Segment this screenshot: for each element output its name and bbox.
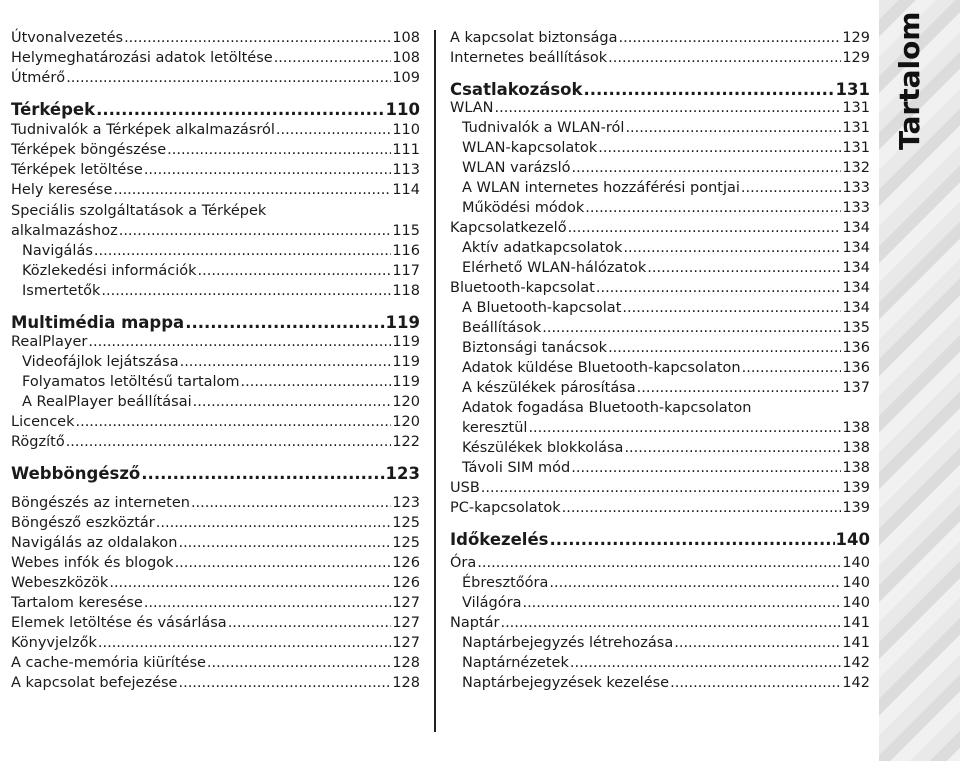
toc-page-number: 142: [842, 655, 870, 671]
toc-page-number: 116: [392, 243, 420, 259]
toc-entry[interactable]: [441, 260, 874, 282]
toc-entry[interactable]: [0, 414, 430, 436]
toc-page-number: 135: [842, 320, 870, 336]
column-divider: [434, 30, 436, 732]
toc-entry[interactable]: [441, 50, 874, 72]
toc-dot-leader: [207, 655, 391, 671]
toc-page-number: 119: [392, 354, 420, 370]
toc-dot-leader: [101, 283, 391, 299]
toc-page-number: 131: [842, 100, 870, 116]
toc-dot-leader: [647, 260, 841, 276]
toc-entry-title: Ébresztőóra: [462, 575, 549, 591]
toc-dot-leader: [585, 200, 841, 216]
toc-dot-leader: [88, 334, 391, 350]
toc-entry[interactable]: [441, 675, 874, 697]
toc-entry-title: Navigálás: [22, 243, 93, 259]
toc-page-number: 115: [392, 223, 420, 239]
toc-entry[interactable]: [441, 615, 874, 637]
toc-entry[interactable]: [0, 182, 430, 204]
toc-entry-title: Útmérő: [11, 70, 66, 86]
toc-entry-title: Adatok küldése Bluetooth-kapcsolaton: [462, 360, 741, 376]
toc-entry[interactable]: [0, 655, 430, 677]
toc-entry-title: A kapcsolat befejezése: [11, 675, 178, 691]
toc-dot-leader: [596, 280, 841, 296]
toc-page-number: 140: [842, 575, 870, 591]
toc-page-number: 134: [842, 240, 870, 256]
toc-dot-leader: [570, 655, 841, 671]
toc-entry[interactable]: [441, 240, 874, 262]
toc-entry[interactable]: [0, 575, 430, 597]
toc-entry-title: Aktív adatkapcsolatok: [462, 240, 623, 256]
toc-entry-title: keresztül: [462, 420, 528, 436]
toc-entry-title: Naptárnézetek: [462, 655, 569, 671]
toc-entry[interactable]: [0, 122, 430, 144]
toc-entry[interactable]: [0, 162, 430, 184]
toc-dot-leader: [562, 500, 842, 516]
toc-dot-leader: [674, 635, 841, 651]
toc-dot-leader: [241, 374, 392, 390]
toc-entry-title: Navigálás az oldalakon: [11, 535, 178, 551]
toc-page-number: 120: [392, 394, 420, 410]
toc-page-number: 134: [842, 300, 870, 316]
toc-page-number: 117: [392, 263, 420, 279]
toc-dot-leader: [741, 180, 841, 196]
toc-dot-leader: [185, 313, 384, 332]
toc-entry[interactable]: [0, 223, 430, 245]
toc-entry-title: Böngészés az interneten: [11, 495, 190, 511]
toc-entry-title: RealPlayer: [11, 334, 88, 350]
toc-entry-title: Óra: [450, 555, 477, 571]
toc-dot-leader: [193, 394, 392, 410]
toc-entry[interactable]: [441, 480, 874, 502]
toc-dot-leader: [481, 480, 842, 496]
toc-entry[interactable]: [441, 100, 874, 122]
toc-dot-leader: [500, 615, 841, 631]
toc-entry-title: Kapcsolatkezelő: [450, 220, 567, 236]
toc-entry-title: Tudnivalók a Térképek alkalmazásról: [11, 122, 275, 138]
toc-entry[interactable]: [441, 300, 874, 322]
toc-page-number: 142: [842, 675, 870, 691]
toc-dot-leader: [568, 220, 842, 236]
toc-entry[interactable]: [441, 280, 874, 302]
toc-entry[interactable]: [0, 495, 430, 517]
toc-page-number: 132: [842, 160, 870, 176]
toc-entry-title: Tudnivalók a WLAN-ról: [462, 120, 625, 136]
toc-section-heading[interactable]: [0, 464, 430, 486]
toc-entry-title: Biztonsági tanácsok: [462, 340, 608, 356]
toc-page-number: 119: [385, 313, 420, 332]
toc-entry-title: Csatlakozások: [450, 80, 583, 99]
side-tab: [879, 0, 960, 761]
toc-dot-leader: [96, 100, 384, 119]
toc-page-number: 128: [392, 655, 420, 671]
toc-page-number: 114: [392, 182, 420, 198]
toc-page-number: 125: [392, 535, 420, 551]
toc-page-number: 134: [842, 220, 870, 236]
toc-entry[interactable]: [441, 160, 874, 182]
toc-page-number: 128: [392, 675, 420, 691]
toc-entry[interactable]: [441, 420, 874, 442]
toc-section-heading[interactable]: [441, 80, 874, 102]
toc-entry-title: Működési módok: [462, 200, 585, 216]
toc-entry[interactable]: [0, 675, 430, 697]
toc-entry-title: Tartalom keresése: [11, 595, 143, 611]
toc-page-number: 140: [842, 595, 870, 611]
toc-entry-title: Helymeghatározási adatok letöltése: [11, 50, 273, 66]
toc-section-heading[interactable]: [0, 100, 430, 122]
toc-entry[interactable]: [0, 394, 430, 416]
toc-page-number: 110: [392, 122, 420, 138]
toc-entry[interactable]: [0, 515, 430, 537]
toc-page-number: 134: [842, 280, 870, 296]
toc-dot-leader: [144, 162, 391, 178]
toc-entry[interactable]: [0, 535, 430, 557]
toc-dot-leader: [66, 434, 392, 450]
toc-entry-title: Elemek letöltése és vásárlása: [11, 615, 227, 631]
toc-entry-title: A WLAN internetes hozzáférési pontjai: [462, 180, 740, 196]
toc-page-number: 140: [842, 555, 870, 571]
toc-section-heading[interactable]: [0, 313, 430, 335]
toc-entry-title: Útvonalvezetés: [11, 30, 124, 46]
toc-entry-title: USB: [450, 480, 480, 496]
toc-entry[interactable]: [441, 360, 874, 382]
toc-entry[interactable]: [0, 70, 430, 92]
toc-entry-title: Beállítások: [462, 320, 542, 336]
toc-dot-leader: [670, 675, 841, 691]
toc-dot-leader: [622, 300, 841, 316]
toc-dot-leader: [178, 535, 391, 551]
toc-dot-leader: [608, 50, 841, 66]
toc-dot-leader: [167, 142, 391, 158]
toc-entry[interactable]: [441, 635, 874, 657]
toc-dot-leader: [94, 243, 391, 259]
toc-dot-leader: [98, 635, 391, 651]
toc-entry[interactable]: [441, 400, 874, 422]
toc-page-number: 133: [842, 180, 870, 196]
toc-entry[interactable]: [0, 555, 430, 577]
toc-entry[interactable]: [441, 120, 874, 142]
toc-dot-leader: [141, 464, 384, 483]
toc-page-number: 140: [835, 530, 870, 549]
toc-entry[interactable]: [0, 50, 430, 72]
toc-dot-leader: [549, 530, 834, 549]
toc-entry[interactable]: [0, 334, 430, 356]
toc-page-number: 136: [842, 360, 870, 376]
toc-entry-title: Speciális szolgáltatások a Térképek: [11, 203, 267, 219]
toc-entry-title: Könyvjelzők: [11, 635, 97, 651]
toc-dot-leader: [113, 182, 391, 198]
toc-dot-leader: [542, 320, 841, 336]
toc-page-number: 137: [842, 380, 870, 396]
toc-page-number: 134: [842, 260, 870, 276]
toc-dot-leader: [175, 555, 392, 571]
toc-dot-leader: [624, 440, 841, 456]
toc-entry-title: Térképek letöltése: [11, 162, 143, 178]
toc-dot-leader: [66, 70, 391, 86]
toc-page-number: 141: [842, 635, 870, 651]
toc-page-number: 139: [842, 480, 870, 496]
toc-entry[interactable]: [441, 555, 874, 577]
toc-entry[interactable]: [441, 380, 874, 402]
toc-entry[interactable]: [441, 320, 874, 342]
toc-dot-leader: [608, 340, 841, 356]
toc-page-number: 120: [392, 414, 420, 430]
toc-entry[interactable]: [441, 340, 874, 362]
toc-dot-leader: [528, 420, 841, 436]
toc-page-number: 108: [392, 30, 420, 46]
toc-page-number: 131: [835, 80, 870, 99]
toc-page-number: 131: [842, 120, 870, 136]
toc-entry-title: Ismertetők: [22, 283, 101, 299]
toc-entry[interactable]: [0, 354, 430, 376]
toc-entry[interactable]: [0, 615, 430, 637]
side-tab-title: Tartalom: [893, 11, 926, 150]
toc-dot-leader: [571, 460, 841, 476]
toc-entry[interactable]: [441, 30, 874, 52]
toc-entry-title: Webböngésző: [11, 464, 141, 483]
toc-entry[interactable]: [0, 595, 430, 617]
toc-dot-leader: [625, 120, 841, 136]
toc-page-number: 119: [392, 334, 420, 350]
toc-entry-title: Webeszközök: [11, 575, 109, 591]
toc-dot-leader: [178, 675, 391, 691]
toc-entry[interactable]: [0, 142, 430, 164]
toc-page-number: 119: [392, 374, 420, 390]
toc-entry-title: Multimédia mappa: [11, 313, 185, 332]
toc-dot-leader: [144, 595, 391, 611]
toc-dot-leader: [637, 380, 842, 396]
toc-page-number: 127: [392, 635, 420, 651]
toc-dot-leader: [119, 223, 392, 239]
toc-entry-title: Bluetooth-kapcsolat: [450, 280, 595, 296]
toc-entry-title: Rögzítő: [11, 434, 65, 450]
toc-dot-leader: [495, 100, 842, 116]
toc-entry[interactable]: [441, 500, 874, 522]
toc-dot-leader: [598, 140, 841, 156]
toc-entry-title: A készülékek párosítása: [462, 380, 636, 396]
toc-dot-leader: [619, 30, 842, 46]
toc-entry[interactable]: [441, 655, 874, 677]
toc-entry-title: Licencek: [11, 414, 75, 430]
toc-page-number: 109: [392, 70, 420, 86]
toc-page-number: 136: [842, 340, 870, 356]
toc-dot-leader: [549, 575, 841, 591]
toc-page-number: 138: [842, 440, 870, 456]
toc-dot-leader: [276, 122, 391, 138]
toc-page-number: 125: [392, 515, 420, 531]
toc-page-number: 122: [392, 434, 420, 450]
toc-dot-leader: [109, 575, 391, 591]
toc-page-number: 139: [842, 500, 870, 516]
toc-entry-title: Internetes beállítások: [450, 50, 608, 66]
toc-dot-leader: [156, 515, 392, 531]
toc-entry-title: Világóra: [462, 595, 522, 611]
toc-page-number: 108: [392, 50, 420, 66]
toc-entry-title: WLAN: [450, 100, 494, 116]
toc-entry[interactable]: [441, 180, 874, 202]
toc-entry[interactable]: [0, 283, 430, 305]
toc-entry-title: Távoli SIM mód: [462, 460, 571, 476]
toc-dot-leader: [75, 414, 391, 430]
toc-entry-title: Naptárbejegyzések kezelése: [462, 675, 670, 691]
toc-entry-title: Webes infók és blogok: [11, 555, 174, 571]
toc-page-number: 118: [392, 283, 420, 299]
toc-dot-leader: [623, 240, 841, 256]
toc-entry-title: A kapcsolat biztonsága: [450, 30, 618, 46]
toc-page-number: 123: [385, 464, 420, 483]
toc-page-number: 129: [842, 50, 870, 66]
toc-page-number: 127: [392, 595, 420, 611]
toc-page-number: 111: [392, 142, 420, 158]
toc-entry-title: alkalmazáshoz: [11, 223, 118, 239]
toc-dot-leader: [274, 50, 392, 66]
toc-entry[interactable]: [441, 460, 874, 482]
toc-entry-title: Készülékek blokkolása: [462, 440, 624, 456]
toc-page-number: 113: [392, 162, 420, 178]
toc-entry-title: Videofájlok lejátszása: [22, 354, 179, 370]
toc-entry-title: A RealPlayer beállításai: [22, 394, 192, 410]
toc-entry-title: Időkezelés: [450, 530, 549, 549]
toc-entry-title: Hely keresése: [11, 182, 113, 198]
toc-entry-title: WLAN-kapcsolatok: [462, 140, 598, 156]
toc-entry-title: Térképek: [11, 100, 96, 119]
toc-dot-leader: [191, 495, 391, 511]
toc-dot-leader: [572, 160, 842, 176]
toc-dot-leader: [228, 615, 392, 631]
toc-dot-leader: [198, 263, 392, 279]
toc-entry[interactable]: [441, 440, 874, 462]
toc-entry[interactable]: [0, 30, 430, 52]
toc-entry-title: Adatok fogadása Bluetooth-kapcsolaton: [462, 400, 752, 416]
toc-dot-leader: [522, 595, 841, 611]
toc-entry[interactable]: [0, 203, 430, 225]
toc-dot-leader: [742, 360, 842, 376]
toc-entry-title: PC-kapcsolatok: [450, 500, 561, 516]
toc-entry-title: WLAN varázsló: [462, 160, 571, 176]
toc-page-number: 138: [842, 460, 870, 476]
toc-entry-title: Naptárbejegyzés létrehozása: [462, 635, 674, 651]
toc-dot-leader: [477, 555, 841, 571]
toc-entry[interactable]: [441, 220, 874, 242]
toc-entry-title: A Bluetooth-kapcsolat: [462, 300, 622, 316]
toc-entry-title: Folyamatos letöltésű tartalom: [22, 374, 240, 390]
toc-page-number: 126: [392, 575, 420, 591]
toc-section-heading[interactable]: [441, 530, 874, 552]
toc-entry[interactable]: [0, 263, 430, 285]
toc-entry-title: Naptár: [450, 615, 500, 631]
toc-entry[interactable]: [0, 374, 430, 396]
toc-page-number: 129: [842, 30, 870, 46]
toc-dot-leader: [180, 354, 392, 370]
toc-entry[interactable]: [0, 635, 430, 657]
toc-entry[interactable]: [441, 140, 874, 162]
toc-entry[interactable]: [441, 575, 874, 597]
toc-entry-title: Közlekedési információk: [22, 263, 197, 279]
toc-entry[interactable]: [0, 243, 430, 265]
toc-entry-title: Böngésző eszköztár: [11, 515, 155, 531]
toc-page-number: 131: [842, 140, 870, 156]
toc-page-number: 126: [392, 555, 420, 571]
toc-entry-title: A cache-memória kiürítése: [11, 655, 206, 671]
toc-entry[interactable]: [441, 595, 874, 617]
toc-entry[interactable]: [441, 200, 874, 222]
toc-entry-title: Elérhető WLAN-hálózatok: [462, 260, 647, 276]
toc-page-number: 127: [392, 615, 420, 631]
toc-entry[interactable]: [0, 434, 430, 456]
toc-page-number: 123: [392, 495, 420, 511]
toc-page-number: 141: [842, 615, 870, 631]
toc-dot-leader: [124, 30, 391, 46]
toc-page-number: 133: [842, 200, 870, 216]
toc-page-number: 110: [385, 100, 420, 119]
toc-dot-leader: [583, 80, 834, 99]
toc-entry-title: Térképek böngészése: [11, 142, 167, 158]
toc-page-number: 138: [842, 420, 870, 436]
